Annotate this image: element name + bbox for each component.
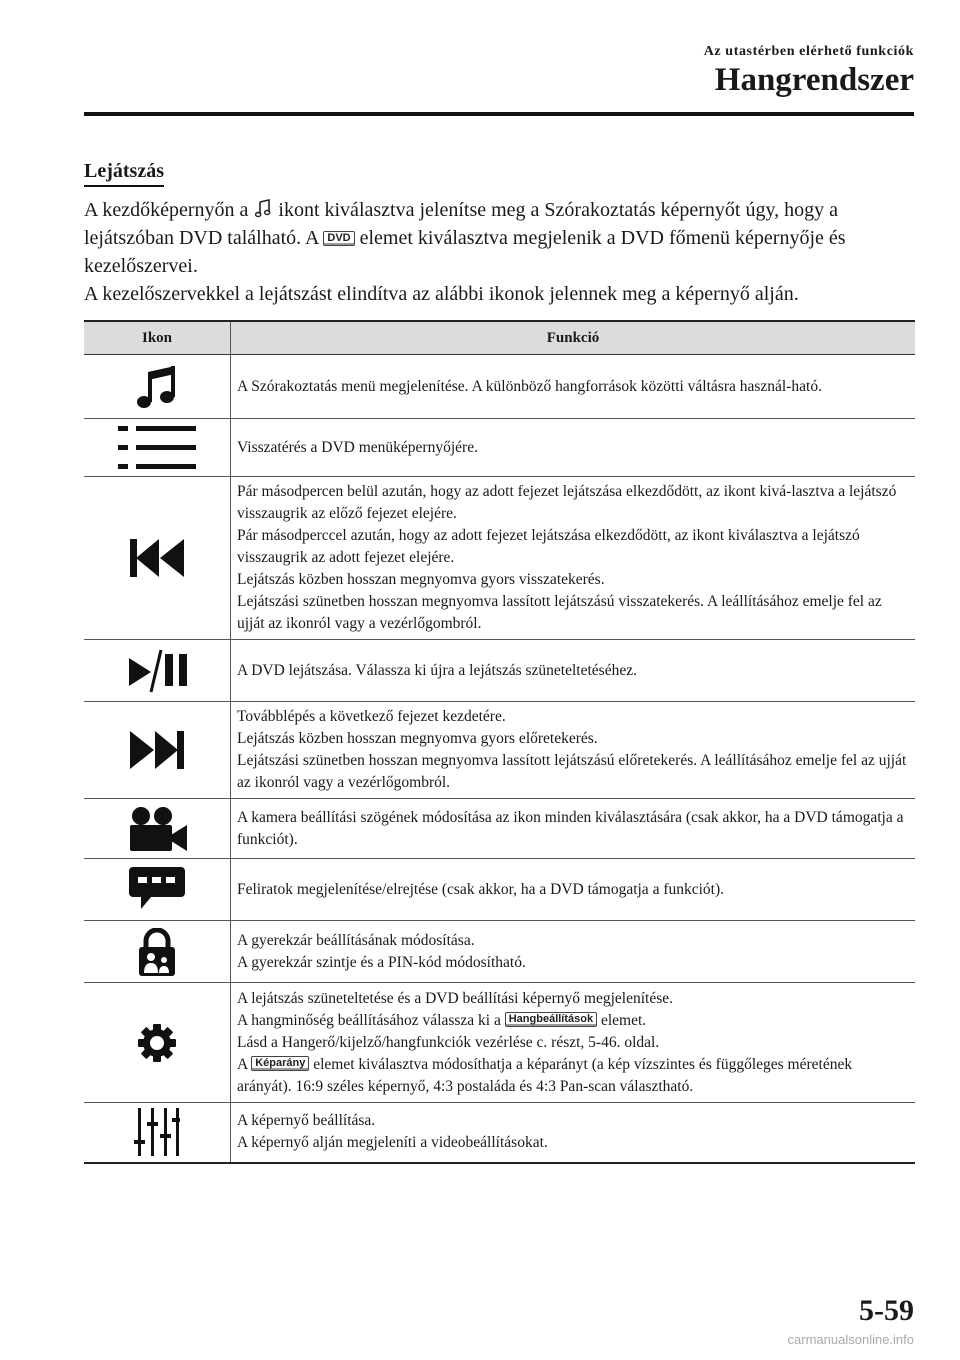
function-text: Lejátszási szünetben hosszan megnyomva lassított lejátszású előretekerés. A leállításához emelje fel az ujját az ikonról vagy a vezérlőgombról. — [237, 752, 907, 791]
function-text: Lejátszás közben hosszan megnyomva gyors előretekerés. — [237, 730, 598, 747]
table-row — [84, 419, 915, 477]
header-icon-column: Ikon — [84, 321, 231, 355]
function-cell — [231, 477, 916, 640]
table-row — [84, 983, 915, 1103]
function-text: Továbblépés a következő fejezet kezdetére. — [237, 708, 506, 725]
icon-cell — [84, 859, 231, 921]
list-icon — [118, 426, 196, 470]
section-title: Lejátszás — [84, 160, 164, 187]
skip-back-icon — [130, 539, 184, 577]
equalizer-icon — [134, 1108, 180, 1156]
function-text: Pár másodperccel azután, hogy az adott fejezet lejátszása elkezdődött, az ikont kiválasztva a lejátszó visszaugrik az adott fejezet elejére. — [237, 527, 860, 566]
intro-text-part: ikont kiválasztva jelenítse meg a Szórakoztatás képernyőt úgy, hogy a lejátszóban DVD található. A — [84, 199, 839, 249]
icon-cell — [84, 355, 231, 419]
table-row — [84, 921, 915, 983]
settings-gear-icon — [137, 1023, 177, 1063]
function-text: A DVD lejátszása. Válassza ki újra a lejátszás szüneteltetéséhez. — [237, 661, 637, 679]
function-text — [237, 1054, 909, 1098]
watermark: carmanualsonline.info — [787, 1332, 914, 1347]
function-cell — [231, 640, 916, 702]
music-note-icon — [135, 364, 179, 410]
function-text-part: A hangminőség beállításához válassza ki a — [237, 1011, 501, 1029]
function-text-part: elemet. — [600, 1011, 647, 1029]
function-text-part: A — [237, 1055, 248, 1073]
table-row — [84, 477, 915, 640]
play-pause-icon — [125, 648, 189, 694]
function-cell — [231, 355, 916, 419]
intro-text-part: elemet kiválasztva megjelenik a DVD főmenü képernyője és kezelőszervei. — [84, 227, 846, 277]
function-cell — [231, 799, 916, 859]
aspect-ratio-button-label: Képarány — [251, 1056, 309, 1071]
function-text: A gyerekzár szintje és a PIN-kód módosítható. — [237, 953, 526, 971]
icon-cell — [84, 799, 231, 859]
function-text: Lásd a Hangerő/kijelző/hangfunkciók vezérlése c. részt, 5-46. oldal. — [237, 1033, 660, 1051]
music-note-icon — [255, 199, 271, 219]
sound-settings-button-label: Hangbeállítások — [505, 1012, 597, 1027]
chapter-title: Hangrendszer — [714, 62, 914, 98]
function-text: Visszatérés a DVD menüképernyőjére. — [237, 438, 478, 456]
table-header-row — [84, 321, 915, 355]
table-row — [84, 355, 915, 419]
icon-cell — [84, 921, 231, 983]
icon-function-table — [84, 320, 915, 1164]
function-text: A kamera beállítási szögének módosítása az ikon minden kiválasztására (csak akkor, ha a DVD támogatja a funkciót). — [237, 808, 904, 848]
function-text: A Szórakoztatás menü megjelenítése. A különböző hangforrások közötti váltásra használ-ható. — [237, 377, 822, 395]
function-text — [237, 1010, 909, 1032]
child-lock-icon — [137, 928, 177, 976]
intro-text — [84, 196, 919, 308]
table-row — [84, 1103, 915, 1163]
function-cell — [231, 859, 916, 921]
function-cell — [231, 921, 916, 983]
icon-cell — [84, 983, 231, 1103]
function-text: Lejátszási szünetben hosszan megnyomva lassított lejátszású visszatekerés. A leállításához emelje fel az ujját az ikonról vagy a vezérlőgombról. — [237, 593, 882, 632]
icon-cell — [84, 640, 231, 702]
table-row — [84, 640, 915, 702]
page-number: 5-59 — [859, 1294, 914, 1327]
subtitle-icon — [129, 867, 185, 913]
function-text: A lejátszás szüneteltetése és a DVD beállítási képernyő megjelenítése. — [237, 989, 673, 1007]
function-cell — [231, 419, 916, 477]
icon-cell — [84, 1103, 231, 1163]
icon-cell — [84, 419, 231, 477]
table-row — [84, 702, 915, 799]
function-text-part: elemet kiválasztva módosíthatja a képarányt (a kép vízszintes és függőleges méretének arányát). 16:9 széles képernyő, 4:3 postaláda és 4:3 Pan-scan választható. — [237, 1055, 853, 1095]
dvd-button-label: DVD — [323, 231, 354, 246]
skip-forward-icon — [130, 731, 184, 769]
function-cell — [231, 983, 916, 1103]
function-text: Lejátszás közben hosszan megnyomva gyors visszatekerés. — [237, 571, 605, 588]
intro-paragraph-1 — [84, 196, 919, 280]
function-cell — [231, 1103, 916, 1163]
function-text: Feliratok megjelenítése/elrejtése (csak akkor, ha a DVD támogatja a funkciót). — [237, 880, 725, 898]
function-text: Pár másodpercen belül azután, hogy az adott fejezet lejátszása elkezdődött, az ikont kivá-lasztva a lejátszó visszaugrik az előző fejezet elejére. — [237, 483, 897, 522]
intro-text-part: A kezdőképernyőn a — [84, 199, 249, 221]
chapter-subtitle: Az utastérben elérhető funkciók — [703, 44, 914, 59]
icon-cell — [84, 477, 231, 640]
intro-paragraph-2: A kezelőszervekkel a lejátszást elindítva az alábbi ikonok jelennek meg a képernyő alján. — [84, 283, 799, 305]
function-text: A képernyő beállítása. — [237, 1112, 376, 1130]
function-cell — [231, 702, 916, 799]
header-divider — [84, 112, 914, 116]
camera-icon — [127, 805, 187, 853]
table-row — [84, 859, 915, 921]
function-text: A gyerekzár beállításának módosítása. — [237, 931, 475, 949]
table-row — [84, 799, 915, 859]
header-function-column: Funkció — [231, 321, 916, 355]
function-text: A képernyő alján megjeleníti a videobeállításokat. — [237, 1134, 548, 1152]
icon-cell — [84, 702, 231, 799]
